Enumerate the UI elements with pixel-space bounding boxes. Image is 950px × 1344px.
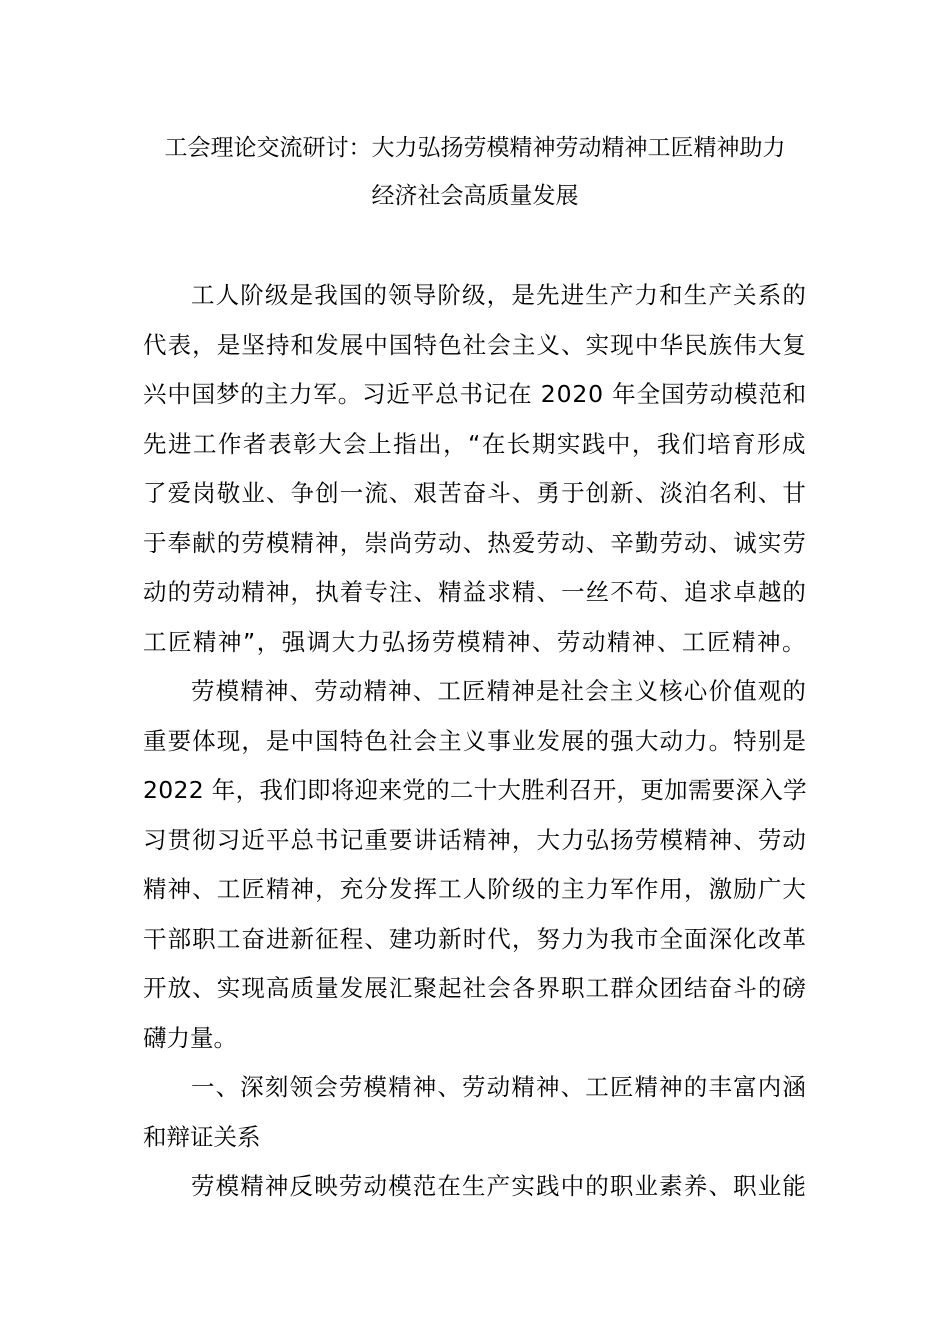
title-line-2: 经济社会高质量发展 [371,183,579,209]
document-body [143,271,807,1212]
body-line: 重要体现，是中国特色社会主义事业发展的强大动力。特别是 [143,726,807,755]
body-line: 和辩证关系 [143,1122,261,1151]
body-line: 开放、实现高质量发展汇聚起社会各界职工群众团结奋斗的磅 [143,974,807,1002]
body-line: 代表，是坚持和发展中国特色社会主义、实现中华民族伟大复 [143,330,807,359]
body-line: 2022 年，我们即将迎来党的二十大胜利召开，更加需要深入学 [143,776,807,804]
body-line: 一、深刻领会劳模精神、劳动精神、工匠精神的丰富内涵 [191,1073,807,1101]
document-title [130,124,820,220]
body-line: 礴力量。 [143,1023,237,1052]
body-line: 兴中国梦的主力军。习近平总书记在 2020 年全国劳动模范和 [143,380,807,408]
body-line: 于奉献的劳模精神，崇尚劳动、热爱劳动、辛勤劳动、诚实劳 [143,528,807,557]
body-line: 劳模精神、劳动精神、工匠精神是社会主义核心价值观的 [191,677,807,705]
body-line: 劳模精神反映劳动模范在生产实践中的职业素养、职业能 [191,1172,807,1200]
body-line: 习贯彻习近平总书记重要讲话精神，大力弘扬劳模精神、劳动 [143,825,807,854]
body-line: 精神、工匠精神，充分发挥工人阶级的主力军作用，激励广大 [143,875,807,903]
body-line: 工匠精神”，强调大力弘扬劳模精神、劳动精神、工匠精神。 [143,627,807,656]
title-line-1: 工会理论交流研讨：大力弘扬劳模精神劳动精神工匠精神助力 [164,135,786,161]
body-line: 先进工作者表彰大会上指出，“在长期实践中，我们培育形成 [143,429,807,458]
body-line: 动的劳动精神，执着专注、精益求精、一丝不苟、追求卓越的 [143,578,807,606]
body-line: 工人阶级是我国的领导阶级，是先进生产力和生产关系的 [191,281,807,309]
body-line: 了爱岗敬业、争创一流、艰苦奋斗、勇于创新、淡泊名利、甘 [143,479,807,507]
body-line: 干部职工奋进新征程、建功新时代，努力为我市全面深化改革 [143,924,807,953]
